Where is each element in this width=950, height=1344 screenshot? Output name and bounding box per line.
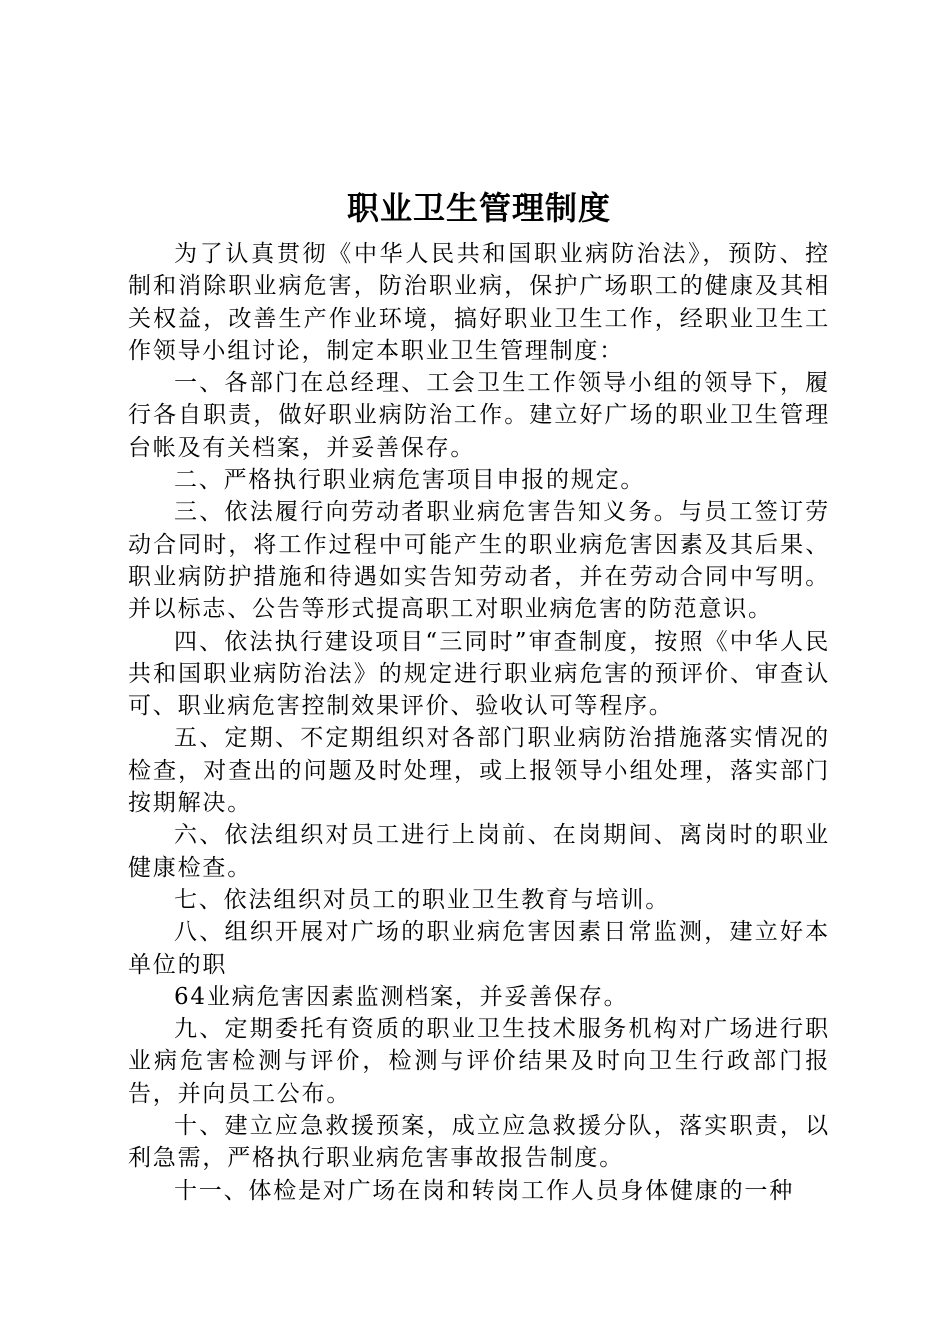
paragraph-item-9: 九、定期委托有资质的职业卫生技术服务机构对广场进行职业病危害检测与评价，检测与评价结果及时向卫生行政部门报告，并向员工公布。: [128, 1016, 830, 1107]
paragraph-item-1: 一、各部门在总经理、工会卫生工作领导小组的领导下，履行各自职责，做好职业病防治工作。建立好广场的职业卫生管理台帐及有关档案，并妥善保存。: [128, 370, 830, 461]
document-page: [128, 182, 830, 1207]
document-title: 职业卫生管理制度: [346, 189, 611, 227]
paragraph-item-5: 五、定期、不定期组织对各部门职业病防治措施落实情况的检查，对查出的问题及时处理，或上报领导小组处理，落实部门按期解决。: [128, 725, 830, 817]
paragraph-item-2: 二、严格执行职业病危害项目申报的规定。: [174, 467, 646, 494]
paragraph-item-10: 十、建立应急救援预案，成立应急救援分队，落实职责，以利急需，严格执行职业病危害事故报告制度。: [128, 1113, 830, 1172]
paragraph-intro: 为了认真贯彻《中华人民共和国职业病防治法》，预防、控制和消除职业病危害，防治职业病，保护广场职工的健康及其相关权益，改善生产作业环境，搞好职业卫生工作，经职业卫生工作领导小组讨论，制定本职业卫生管理制度：: [128, 241, 830, 364]
paragraph-item-8-continued: 64业病危害因素监测档案，并妥善保存。: [174, 983, 629, 1010]
paragraph-item-4: 四、依法执行建设项目“三同时”审查制度，按照《中华人民共和国职业病防治法》的规定进行职业病危害的预评价、审查认可、职业病危害控制效果评价、验收认可等程序。: [128, 628, 830, 720]
paragraph-item-6: 六、依法组织对员工进行上岗前、在岗期间、离岗时的职业健康检查。: [128, 822, 830, 881]
paragraph-item-8: 八、组织开展对广场的职业病危害因素日常监测，建立好本单位的职: [128, 919, 830, 978]
paragraph-item-7: 七、依法组织对员工的职业卫生教育与培训。: [174, 886, 670, 913]
paragraph-item-3: 三、依法履行向劳动者职业病危害告知义务。与员工签订劳动合同时，将工作过程中可能产生的职业病危害因素及其后果、职业病防护措施和待遇如实告知劳动者，并在劳动合同中写明。并以标志、公告等形式提高职工对职业病危害的防范意识。: [128, 499, 830, 623]
paragraph-item-11: 十一、体检是对广场在岗和转岗工作人员身体健康的一种: [174, 1177, 794, 1204]
